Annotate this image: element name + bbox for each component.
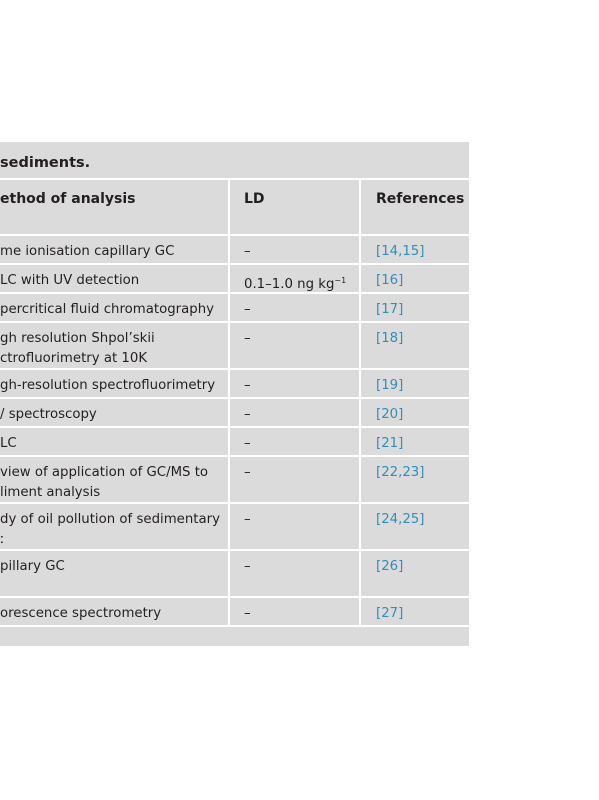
table-row: [0, 399, 469, 428]
ld-cell: [230, 236, 361, 263]
reference-cell: [361, 265, 469, 292]
ld-unit-exponent: −1: [334, 276, 347, 285]
ld-cell: [230, 265, 361, 292]
ld-cell: [230, 598, 361, 625]
method-cell: [0, 399, 230, 426]
reference-link[interactable]: [24,25]: [376, 512, 425, 527]
method-line: LC with UV detection: [0, 273, 140, 288]
method-line: dy of oil pollution of sedimentary: [0, 512, 220, 527]
reference-link[interactable]: [17]: [376, 302, 404, 317]
table-row: [0, 551, 469, 598]
table-footer: [0, 627, 469, 646]
header-method: ethod of analysis: [0, 180, 230, 234]
header-ld: LD: [230, 180, 361, 234]
reference-link[interactable]: [18]: [376, 331, 404, 346]
table-row: [0, 457, 469, 504]
reference-cell: [361, 598, 469, 625]
method-cell: [0, 265, 230, 292]
reference-link[interactable]: [26]: [376, 559, 404, 574]
method-line: / spectroscopy: [0, 407, 97, 422]
reference-link[interactable]: [16]: [376, 273, 404, 288]
ld-value: –: [244, 606, 251, 621]
table-caption: sediments.: [0, 142, 469, 180]
ld-value: –: [244, 302, 251, 317]
table-row: [0, 370, 469, 399]
reference-link[interactable]: [14,15]: [376, 244, 425, 259]
reference-link[interactable]: [22,23]: [376, 465, 425, 480]
ld-value: –: [244, 407, 251, 422]
method-line: pillary GC: [0, 559, 65, 574]
ld-value: –: [244, 512, 251, 527]
table-row: [0, 598, 469, 627]
method-line: ctrofluorimetry at 10K: [0, 351, 148, 366]
table-row: [0, 323, 469, 370]
ld-value: –: [244, 331, 251, 346]
reference-cell: [361, 428, 469, 455]
ld-cell: [230, 294, 361, 321]
reference-cell: [361, 236, 469, 263]
ld-cell: [230, 457, 361, 502]
method-cell: [0, 551, 230, 596]
method-line: ː: [0, 532, 5, 547]
method-line: gh-resolution spectrofluorimetry: [0, 378, 216, 393]
table-row: [0, 294, 469, 323]
method-cell: [0, 323, 230, 368]
ld-cell: [230, 323, 361, 368]
reference-cell: [361, 294, 469, 321]
ld-value: –: [244, 378, 251, 393]
method-line: percritical fluid chromatography: [0, 302, 215, 317]
reference-link[interactable]: [20]: [376, 407, 404, 422]
ld-value: –: [244, 244, 251, 259]
table-row: [0, 504, 469, 551]
reference-link[interactable]: [19]: [376, 378, 404, 393]
method-cell: [0, 370, 230, 397]
method-line: LC: [0, 436, 17, 451]
method-cell: [0, 598, 230, 625]
table-row: [0, 236, 469, 265]
ld-cell: [230, 428, 361, 455]
ld-value: 0.1–1.0 ng kg: [244, 277, 335, 292]
method-cell: [0, 428, 230, 455]
method-cell: [0, 294, 230, 321]
reference-cell: [361, 551, 469, 596]
method-line: liment analysis: [0, 485, 101, 500]
table-row: [0, 428, 469, 457]
data-table: [0, 142, 469, 646]
ld-cell: [230, 399, 361, 426]
reference-cell: [361, 323, 469, 368]
method-cell: [0, 504, 230, 549]
method-cell: [0, 236, 230, 263]
method-cell: [0, 457, 230, 502]
method-line: me ionisation capillary GC: [0, 244, 175, 259]
header-references: References: [376, 191, 465, 207]
reference-cell: [361, 504, 469, 549]
method-line: orescence spectrometry: [0, 606, 162, 621]
table-header-row: [0, 180, 469, 236]
reference-cell: [361, 370, 469, 397]
reference-cell: [361, 399, 469, 426]
ld-value: –: [244, 436, 251, 451]
ld-cell: [230, 370, 361, 397]
ld-value: –: [244, 559, 251, 574]
ld-cell: [230, 551, 361, 596]
table-row: [0, 265, 469, 294]
table-body: [0, 236, 469, 627]
reference-link[interactable]: [21]: [376, 436, 404, 451]
reference-cell: [361, 457, 469, 502]
ld-cell: [230, 504, 361, 549]
method-line: view of application of GC/MS to: [0, 465, 209, 480]
ld-value: –: [244, 465, 251, 480]
reference-link[interactable]: [27]: [376, 606, 404, 621]
method-line: gh resolution Shpol’skii: [0, 331, 155, 346]
